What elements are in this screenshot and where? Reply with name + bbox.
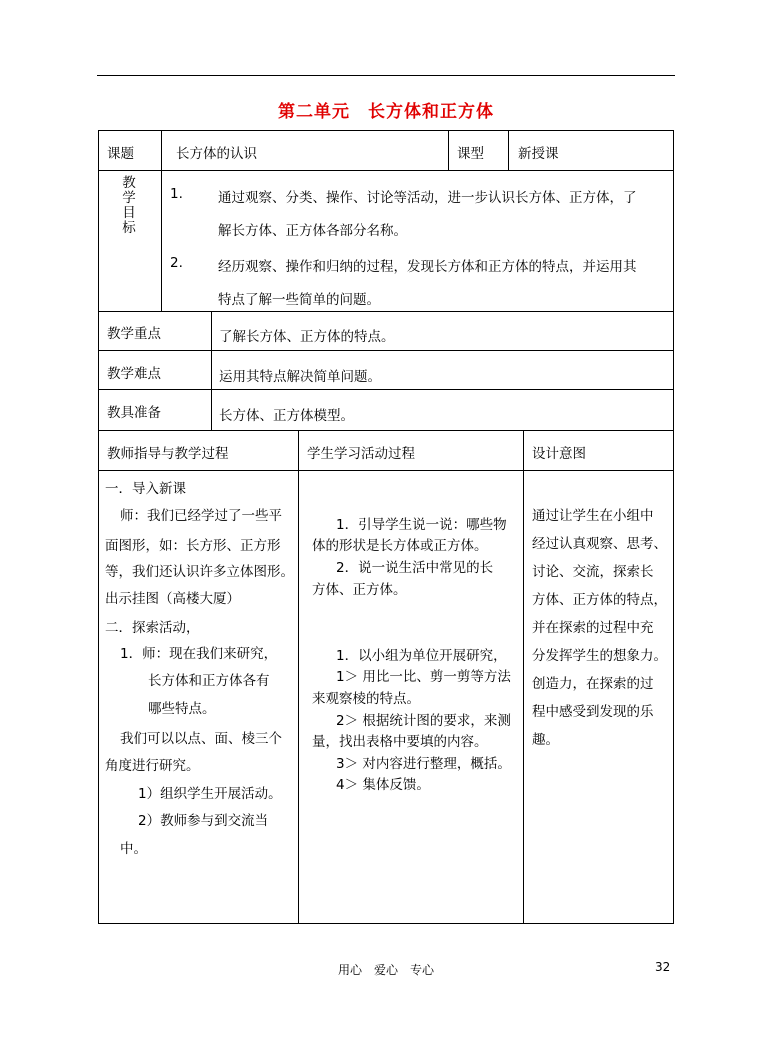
col-line (523, 430, 524, 924)
design-line: 分发挥学生的想象力。 (532, 648, 667, 664)
student-line: 来观察棱的特点。 (312, 691, 420, 707)
objective-1-line2: 解长方体、正方体各部分名称。 (218, 223, 407, 239)
row-line (98, 389, 674, 390)
page-title: 第二单元 长方体和正方体 (278, 102, 494, 122)
key-point-value: 了解长方体、正方体的特点。 (219, 329, 395, 345)
teacher-line: 我们可以以点、面、棱三个 (120, 731, 282, 747)
teacher-line: 角度进行研究。 (105, 758, 200, 774)
row-line (98, 430, 674, 431)
objective-1-line1: 通过观察、分类、操作、讨论等活动，进一步认识长方体、正方体，了 (218, 190, 637, 206)
design-line: 经过认真观察、思考、 (532, 536, 667, 552)
student-line: 量，找出表格中要填的内容。 (312, 734, 488, 750)
student-line: 2＞ 根据统计图的要求，来测 (336, 713, 511, 729)
teacher-line: 中。 (120, 841, 147, 857)
page-footer: 用心 爱心 专心 (337, 963, 434, 977)
design-line: 讨论、交流，探索长 (532, 564, 654, 580)
row-line (98, 350, 674, 351)
student-line: 2．说一说生活中常见的长 (336, 560, 494, 576)
column-header-design: 设计意图 (532, 446, 586, 462)
design-line: 创造力，在探索的过 (532, 676, 654, 692)
student-line: 4＞ 集体反馈。 (336, 777, 430, 793)
difficulty-label: 教学难点 (107, 366, 161, 382)
type-value: 新授课 (518, 146, 559, 162)
teacher-line: 1．师：现在我们来研究， (120, 646, 278, 662)
student-line: 方体、正方体。 (312, 582, 407, 598)
student-line: 1．以小组为单位开展研究， (336, 648, 507, 664)
topic-label: 课题 (107, 146, 134, 162)
objective-2-line2: 特点了解一些简单的问题。 (218, 292, 380, 308)
teacher-line: 2）教师参与到交流当 (138, 813, 269, 829)
student-line: 3＞ 对内容进行整理，概括。 (336, 756, 511, 772)
page-number: 32 (655, 960, 671, 974)
materials-label: 教具准备 (107, 405, 161, 421)
design-line: 通过让学生在小组中 (532, 508, 654, 524)
design-line: 并在探索的过程中充 (532, 620, 654, 636)
col-line (508, 130, 509, 170)
col-line (211, 311, 212, 430)
col-line (161, 130, 162, 311)
type-label: 课型 (457, 146, 484, 162)
topic-value: 长方体的认识 (176, 146, 257, 162)
column-header-student: 学生学习活动过程 (307, 446, 415, 462)
teacher-line: 哪些特点。 (148, 701, 216, 717)
objective-2-num: 2. (170, 255, 183, 271)
row-line (98, 470, 674, 471)
header-rule (97, 75, 675, 76)
teacher-line: 一．导入新课 (105, 481, 186, 497)
column-header-teacher: 教师指导与教学过程 (107, 446, 229, 462)
student-line: 1＞ 用比一比、剪一剪等方法 (336, 669, 511, 685)
col-line (298, 430, 299, 924)
difficulty-value: 运用其特点解决简单问题。 (219, 369, 381, 385)
student-line: 1．引导学生说一说：哪些物 (336, 517, 507, 533)
materials-value: 长方体、正方体模型。 (219, 408, 354, 424)
teacher-line: 师：我们已经学过了一些平 (120, 508, 282, 524)
teacher-line: 出示挂图（高楼大厦） (105, 591, 240, 607)
teacher-line: 1）组织学生开展活动。 (138, 786, 282, 802)
teacher-line: 等，我们还认识许多立体图形。 (105, 564, 294, 580)
col-line (448, 130, 449, 170)
design-line: 程中感受到发现的乐 (532, 704, 654, 720)
teacher-line: 长方体和正方体各有 (148, 673, 270, 689)
row-line (98, 170, 674, 171)
objectives-label: 教学目标 (122, 175, 136, 236)
teacher-line: 面图形，如：长方形、正方形 (105, 538, 281, 554)
key-point-label: 教学重点 (107, 326, 161, 342)
row-line (98, 311, 674, 312)
design-line: 方体、正方体的特点， (532, 592, 667, 608)
objective-1-num: 1. (170, 186, 183, 202)
design-line: 趣。 (532, 732, 559, 748)
objective-2-line1: 经历观察、操作和归纳的过程，发现长方体和正方体的特点，并运用其 (218, 259, 637, 275)
student-line: 体的形状是长方体或正方体。 (312, 538, 488, 554)
teacher-line: 二．探索活动， (105, 620, 200, 636)
